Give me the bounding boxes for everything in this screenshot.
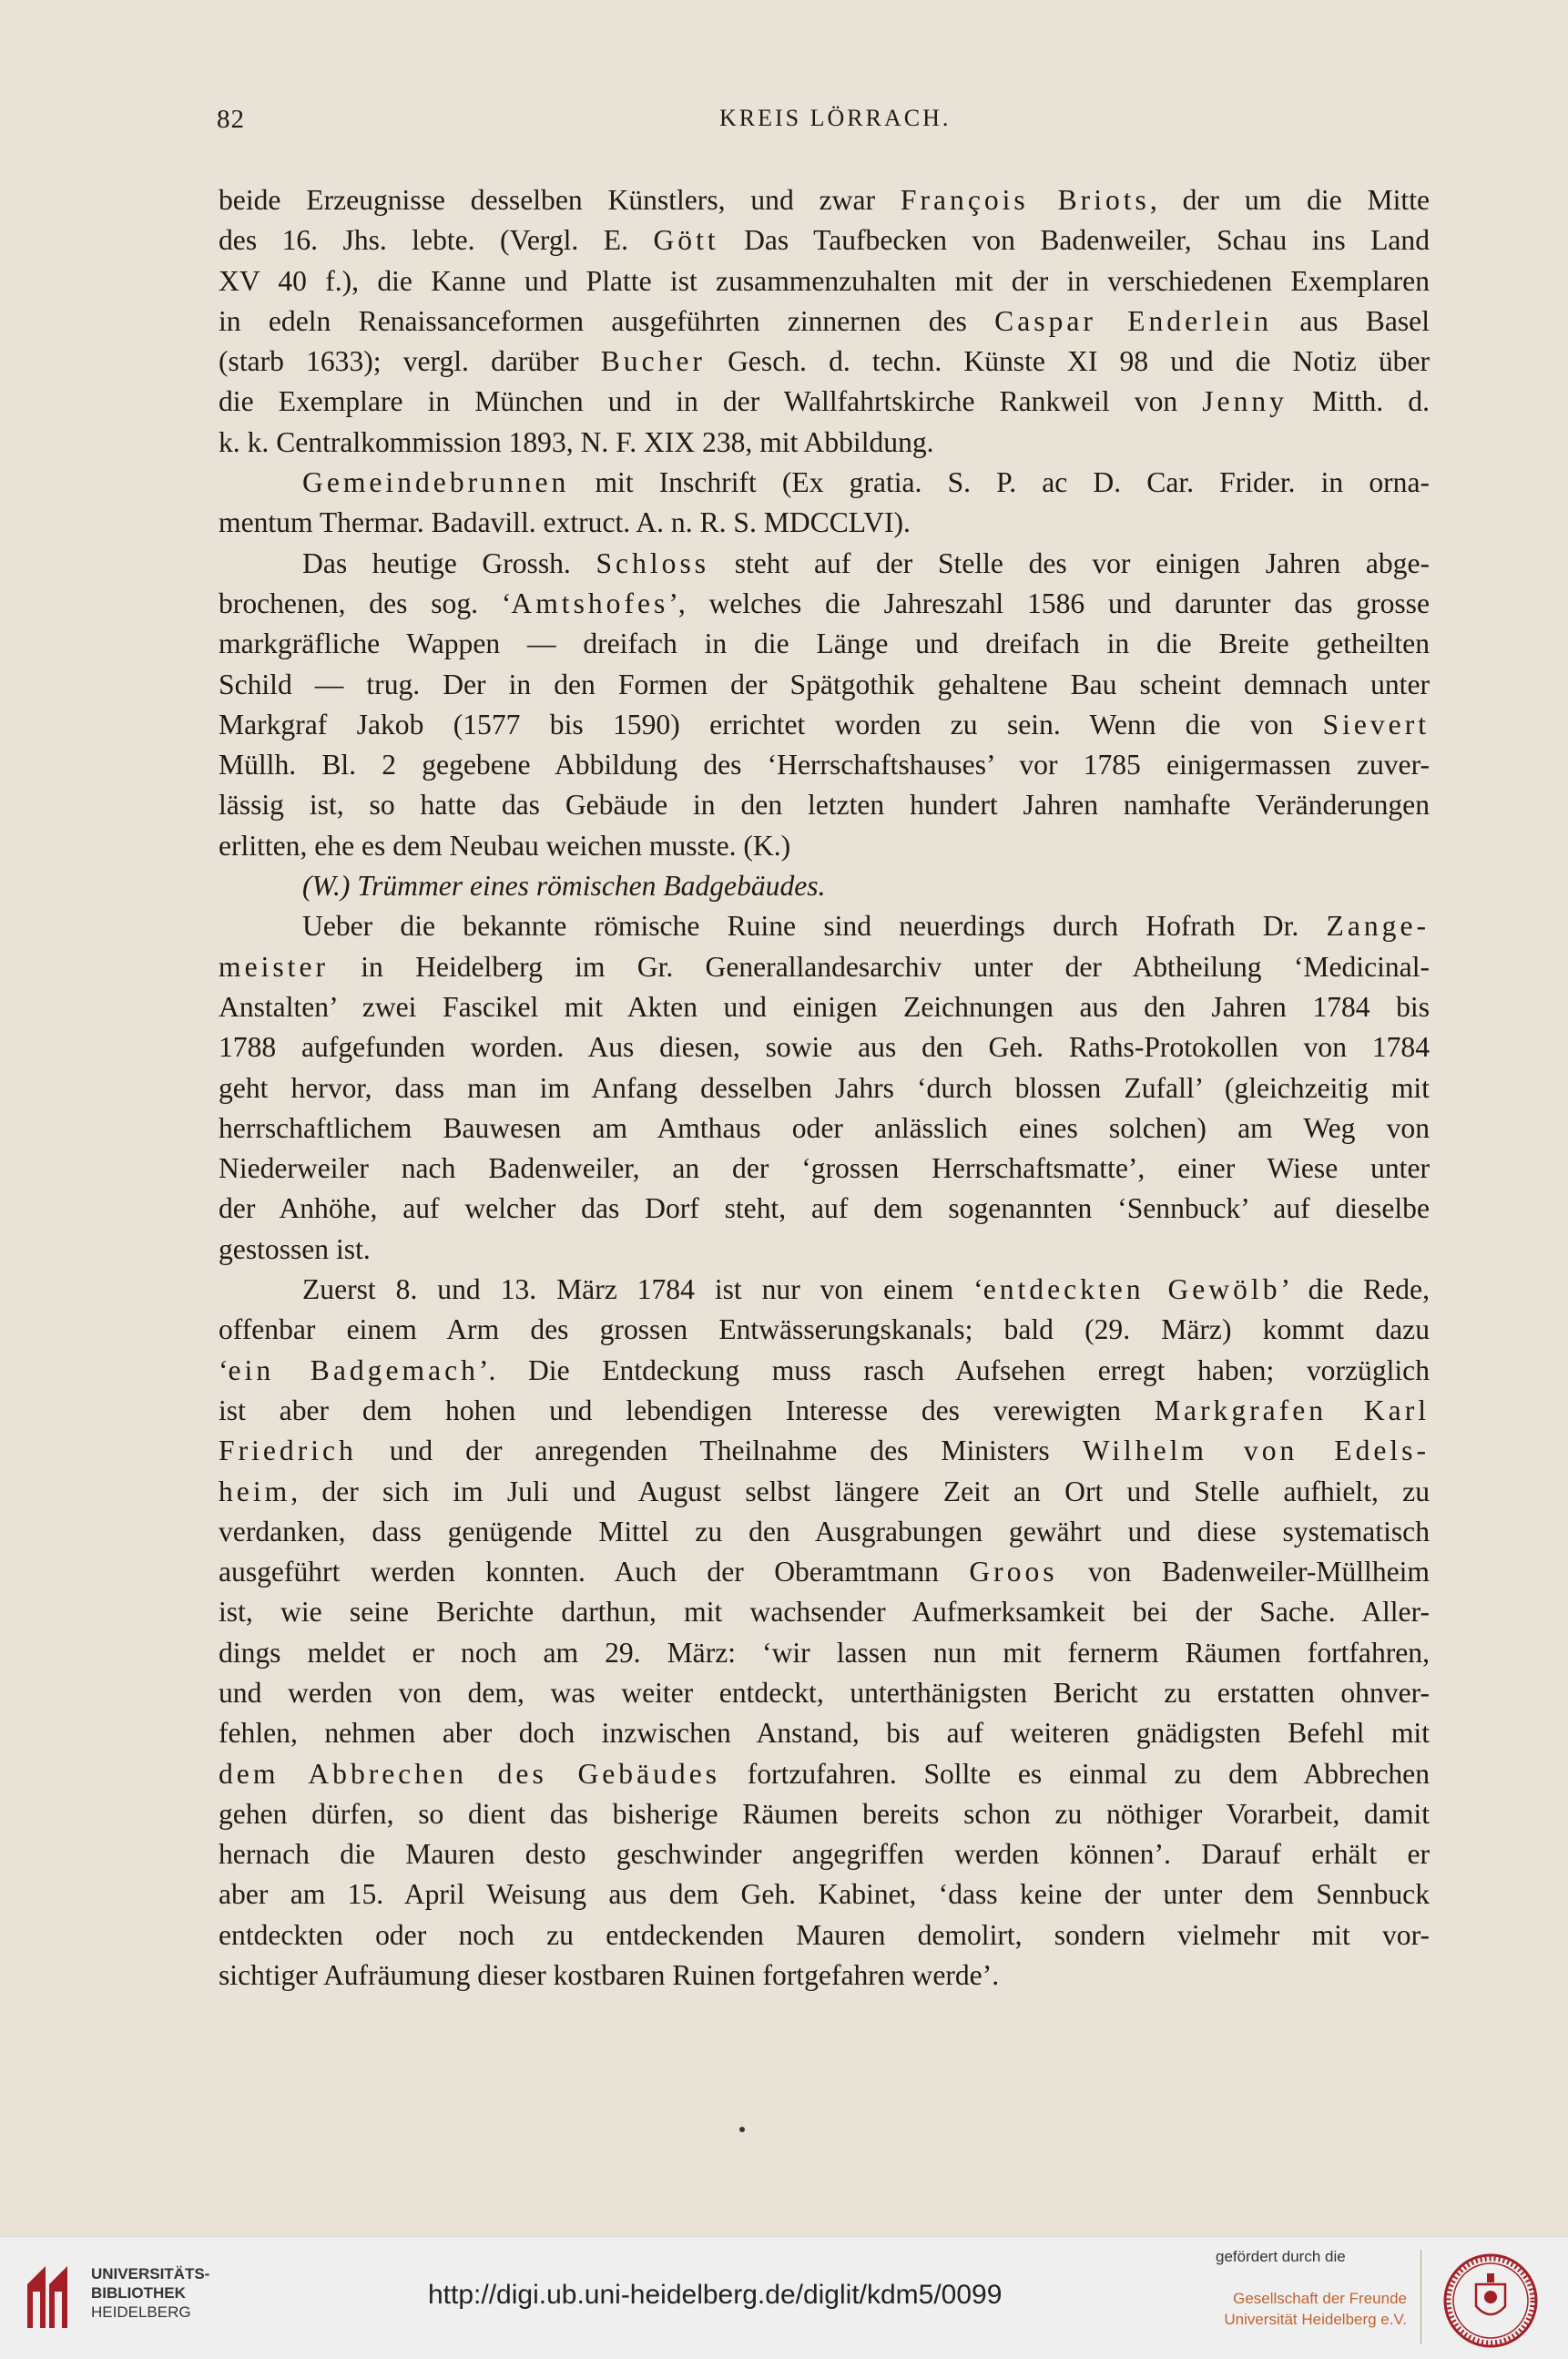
text-line xyxy=(219,785,1430,825)
text-run: hernach die Mauren desto geschwinder angegriffen werden können’. Darauf erhält er xyxy=(219,1838,1430,1871)
spaced-name: ein Badgemach xyxy=(228,1353,479,1386)
spaced-name: Sievert xyxy=(1322,708,1430,740)
text-run: entdeckten oder noch zu entdeckenden Mauren demolirt, sondern vielmehr mit vor- xyxy=(219,1918,1430,1951)
text-run: Ueber die bekannte römische Ruine sind neuerdings durch Hofrath Dr. xyxy=(302,910,1327,943)
text-line xyxy=(219,1633,1430,1673)
spaced-name: Wilhelm von Edels- xyxy=(1082,1435,1431,1467)
university-library-logo-icon xyxy=(25,2264,82,2330)
text-run: markgräfliche Wappen — dreifach in die Länge und dreifach in die Breite getheilten xyxy=(219,628,1430,660)
page-header xyxy=(217,105,1422,141)
text-run: Zuerst 8. und 13. März 1784 ist nur von einem ‘ xyxy=(302,1273,983,1306)
page-number: 82 xyxy=(217,105,245,134)
text-run: aus Basel xyxy=(1272,304,1430,337)
spaced-name: Amtshofes xyxy=(511,587,669,619)
text-line xyxy=(219,624,1430,664)
text-run: ausgeführt werden konnten. Auch der Oberamtmann xyxy=(219,1556,970,1588)
text-run: Markgraf Jakob (1577 bis 1590) errichtet worden zu sein. Wenn die von xyxy=(219,708,1323,740)
text-line xyxy=(219,1713,1430,1753)
text-line xyxy=(219,1754,1430,1794)
text-run: dings meldet er noch am 29. März: ‘wir lassen nun mit fernerm Räumen fortfahren, xyxy=(219,1636,1430,1669)
text-run: Schild — trug. Der in den Formen der Spätgothik gehaltene Bau scheint demnach unter xyxy=(219,668,1430,700)
spaced-name: heim xyxy=(219,1475,291,1507)
text-line xyxy=(219,1673,1430,1713)
text-line xyxy=(219,382,1430,422)
text-line xyxy=(219,503,1430,543)
text-run: Mitth. d. xyxy=(1287,385,1430,418)
text-run: ’, welches die Jahreszahl 1586 und darunter das grosse xyxy=(668,587,1430,619)
text-line xyxy=(219,342,1430,382)
spaced-name: Markgrafen Karl xyxy=(1154,1394,1430,1426)
text-line xyxy=(219,1874,1430,1915)
text-run: und der anregenden Theilnahme des Ministers xyxy=(356,1435,1083,1467)
text-run: brochenen, des sog. ‘ xyxy=(219,587,512,619)
spaced-name: Gött xyxy=(653,224,719,257)
text-run: ’ die Rede, xyxy=(1280,1273,1430,1306)
text-line xyxy=(219,1027,1430,1067)
text-run: der Anhöhe, auf welcher das Dorf steht, auf dem sogenannten ‘Sennbuck’ auf dieselbe xyxy=(219,1192,1430,1225)
text-run: gestossen ist. xyxy=(219,1232,371,1265)
text-line xyxy=(219,423,1430,463)
text-line xyxy=(219,1472,1430,1512)
spaced-name: Schloss xyxy=(596,546,710,579)
text-run: Das Taufbecken von Badenweiler, Schau ins Land xyxy=(718,224,1430,257)
text-run: verdanken, dass genügende Mittel zu den Ausgrabungen gewährt und diese systematisch xyxy=(219,1515,1430,1547)
text-run: ‘ xyxy=(219,1353,229,1386)
text-run: lässig ist, so hatte das Gebäude in den letzten hundert Jahren namhafte Veränderungen xyxy=(219,789,1430,822)
sponsor-label: gefördert durch die xyxy=(1216,2248,1346,2265)
spaced-name: Friedrich xyxy=(219,1435,357,1467)
text-run: Gesch. d. techn. Künste XI 98 und die Notiz über xyxy=(705,345,1430,378)
spaced-name: dem Abbrechen des Gebäudes xyxy=(219,1757,721,1790)
text-line xyxy=(219,705,1430,745)
running-head: KREIS LÖRRACH. xyxy=(719,105,952,131)
text-line xyxy=(219,1068,1430,1108)
spaced-name: Groos xyxy=(969,1556,1058,1588)
viewer-footer xyxy=(0,2236,1568,2359)
text-line xyxy=(219,584,1430,624)
text-run: mentum Thermar. Badavill. extruct. A. n. R. S. MDCCLVI). xyxy=(219,506,911,539)
text-run: , der sich im Juli und August selbst längere Zeit an Ort und Stelle aufhielt, zu xyxy=(290,1475,1430,1507)
text-line xyxy=(219,1915,1430,1956)
text-line xyxy=(219,665,1430,705)
text-run: steht auf der Stelle des vor einigen Jahren abge- xyxy=(709,546,1430,579)
text-run: und werden von dem, was weiter entdeckt, unterthänigsten Bericht zu erstatten ohnver- xyxy=(219,1676,1430,1709)
text-line xyxy=(219,1310,1430,1350)
text-run: die Exemplare in München und in der Wallfahrtskirche Rankweil von xyxy=(219,385,1203,418)
text-run: herrschaftlichem Bauwesen am Amthaus oder anlässlich eines solchen) am Weg von xyxy=(219,1111,1430,1144)
text-run: ist aber dem hohen und lebendigen Interesse des verewigten xyxy=(219,1394,1155,1426)
text-run: , der um die Mitte xyxy=(1149,184,1430,216)
text-line xyxy=(219,544,1430,584)
text-line xyxy=(219,1512,1430,1552)
text-line xyxy=(219,826,1430,866)
text-run: Das heutige Grossh. xyxy=(302,546,596,579)
text-line xyxy=(219,1351,1430,1391)
text-run: offenbar einem Arm des grossen Entwässerungskanals; bald (29. März) kommt dazu xyxy=(219,1313,1430,1346)
spaced-name: François Briots xyxy=(900,184,1150,216)
text-run: von Badenweiler-Müllheim xyxy=(1057,1556,1431,1588)
footer-divider xyxy=(1420,2250,1421,2344)
text-line xyxy=(219,1552,1430,1592)
text-run: Anstalten’ zwei Fascikel mit Akten und einigen Zeichnungen aus den Jahren 1784 bis xyxy=(219,990,1430,1023)
text-line xyxy=(219,1956,1430,1996)
text-run: 1788 aufgefunden worden. Aus diesen, sowie aus den Geh. Raths-Protokollen von 1784 xyxy=(219,1031,1430,1064)
text-run: des 16. Jhs. lebte. (Vergl. E. xyxy=(219,224,654,257)
text-line xyxy=(219,463,1430,503)
text-line xyxy=(219,1230,1430,1270)
text-line xyxy=(219,301,1430,342)
text-line xyxy=(219,1431,1430,1471)
text-run: geht hervor, dass man im Anfang desselben Jahrs ‘durch blossen Zufall’ (gleichzeitig mit xyxy=(219,1071,1430,1104)
text-run: gehen dürfen, so dient das bisherige Räumen bereits schon zu nöthiger Vorarbeit, damit xyxy=(219,1797,1430,1830)
sponsor-name[interactable]: Gesellschaft der Freunde Universität Heidelberg e.V. xyxy=(1224,2290,1407,2328)
text-run: Niederweiler nach Badenweiler, an der ‘grossen Herrschaftsmatte’, einer Wiese unter xyxy=(219,1152,1430,1185)
spaced-name: Jenny xyxy=(1202,385,1288,418)
text-line xyxy=(219,1794,1430,1834)
text-line xyxy=(219,1391,1430,1431)
text-run: fehlen, nehmen aber doch inzwischen Anstand, bis auf weiteren gnädigsten Befehl mit xyxy=(219,1717,1430,1750)
text-run: in edeln Renaissanceformen ausgeführten zinnernen des xyxy=(219,304,995,337)
print-speck xyxy=(739,2127,745,2132)
text-run: erlitten, ehe es dem Neubau weichen musste. (K.) xyxy=(219,829,791,862)
text-line xyxy=(219,261,1430,301)
text-run: Müllh. Bl. 2 gegebene Abbildung des ‘Herrschaftshauses’ vor 1785 einigermassen zuver- xyxy=(219,749,1430,781)
text-run: sichtiger Aufräumung dieser kostbaren Ruinen fortgefahren werde’. xyxy=(219,1959,1000,1992)
text-line xyxy=(219,987,1430,1027)
page-body-text xyxy=(219,180,1430,1996)
text-run: XV 40 f.), die Kanne und Platte ist zusammenzuhalten mit der in verschiedenen Exemplaren xyxy=(219,264,1430,297)
text-run: (starb 1633); vergl. darüber xyxy=(219,345,601,378)
spaced-name: meister xyxy=(219,950,329,983)
text-run: mit Inschrift (Ex gratia. S. P. ac D. Car. Frider. in orna- xyxy=(569,466,1430,499)
spaced-name: Caspar Enderlein xyxy=(994,304,1273,337)
spaced-name: Gemeindebrunnen xyxy=(302,466,570,499)
library-name: UNIVERSITÄTS- BIBLIOTHEK HEIDELBERG xyxy=(91,2265,210,2321)
text-line xyxy=(219,1592,1430,1632)
text-line xyxy=(219,1149,1430,1189)
text-run: beide Erzeugnisse desselben Künstlers, und zwar xyxy=(219,184,901,216)
text-line xyxy=(219,1834,1430,1874)
text-line xyxy=(219,180,1430,220)
permalink-url[interactable]: http://digi.ub.uni-heidelberg.de/diglit/kdm5/0099 xyxy=(428,2280,1003,2310)
text-run: in Heidelberg im Gr. Generallandesarchiv unter der Abtheilung ‘Medicinal- xyxy=(329,950,1430,983)
text-run: (W.) Trümmer eines römischen Badgebäudes. xyxy=(302,870,826,903)
text-line xyxy=(219,1108,1430,1149)
text-run: ’. Die Entdeckung muss rasch Aufsehen erregt haben; vorzüglich xyxy=(478,1353,1430,1386)
spaced-name: Zange- xyxy=(1326,910,1430,943)
text-run: fortzufahren. Sollte es einmal zu dem Abbrechen xyxy=(720,1757,1431,1790)
text-run: ist, wie seine Berichte darthun, mit wachsender Aufmerksamkeit bei der Sache. Aller- xyxy=(219,1596,1430,1629)
text-line xyxy=(219,947,1430,987)
text-line xyxy=(219,866,1430,906)
text-run: k. k. Centralkommission 1893, N. F. XIX 238, mit Abbildung. xyxy=(219,425,934,458)
text-line xyxy=(219,745,1430,785)
text-line xyxy=(219,906,1430,946)
text-line xyxy=(219,220,1430,260)
text-line xyxy=(219,1270,1430,1310)
spaced-name: entdeckten Gewölb xyxy=(983,1273,1281,1306)
university-seal-icon xyxy=(1443,2253,1538,2348)
spaced-name: Bucher xyxy=(600,345,706,378)
text-line xyxy=(219,1189,1430,1229)
text-run: aber am 15. April Weisung aus dem Geh. Kabinet, ‘dass keine der unter dem Sennbuck xyxy=(219,1878,1430,1911)
